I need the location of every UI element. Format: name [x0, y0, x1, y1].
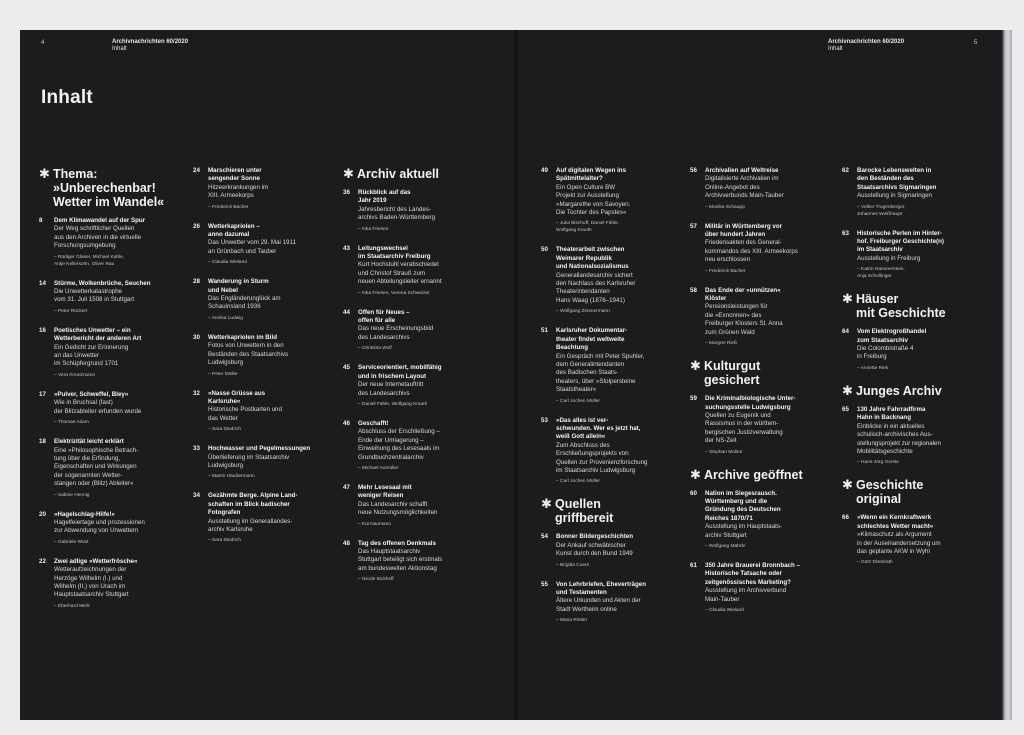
entry-author: – Wolfgang Zimmermann: [556, 309, 610, 315]
entry-title: Militär in Württemberg vor über hundert Jahren: [705, 222, 783, 239]
entry-body: [705, 395, 820, 455]
entry-title: Wetterkapriolen im Bild: [208, 333, 277, 341]
entry-title: Historische Perlen im Hinter- hof. Freiburger Geschichte(n) im Staatsarchiv: [857, 229, 944, 254]
entry-title: Elektrizität leicht erklärt: [54, 438, 124, 446]
entry-title: Nation im Siegesrausch. Württemberg und die Gründung des Deutschen Reiches 1870/71: [705, 489, 781, 522]
toc-entry[interactable]: [541, 417, 671, 486]
entry-title: Vom Elektrogroßhandel zum Staatsarchiv: [857, 328, 927, 344]
entry-author: – Peter Müller: [208, 371, 238, 377]
entry-body: [705, 223, 820, 275]
entry-author: – Annette Riek: [857, 365, 889, 371]
section-heading: [541, 497, 671, 525]
entry-description: Hagelfeiertage und prozessionen zur Abwendung von Unwettern: [54, 518, 145, 535]
toc-entry[interactable]: [541, 246, 671, 315]
toc-entry[interactable]: [343, 309, 473, 353]
section-title: Archive geöffnet: [704, 467, 803, 482]
entry-author: – Rüdiger Glaser, Michael Kahle, Antje Kellersohn, Oliver Rau: [54, 254, 125, 267]
entry-author: – Julia Bischoff, Daniel Fähle, Wolfgang Krauth: [556, 221, 620, 234]
entry-author: – Brigitta Coers: [556, 562, 590, 568]
section-title: Thema: »Unberechenbar! Wetter im Wandel«: [53, 167, 165, 209]
entry-description: Ein Gedicht zur Erinnerung an das Unwetter im Schüpfergrund 1701: [54, 343, 129, 368]
toc-column-2: [193, 167, 323, 556]
toc-column-5: [690, 167, 820, 626]
entry-author: – Thomas Adam: [54, 420, 89, 426]
entry-description: Jahresbericht des Landes- archivs Baden-Württemberg: [358, 205, 436, 222]
section-title: Kulturgut gesichert: [704, 359, 761, 388]
entry-title: Auf digitalen Wegen ins Spätmittelalter?: [556, 167, 627, 183]
entry-page-number: 26: [193, 222, 200, 230]
entry-page-number: 60: [690, 489, 697, 497]
entry-description: Der neue Internetauftritt des Landesarchivs: [358, 381, 424, 397]
entry-body: [358, 364, 473, 408]
entry-author: – Martin Häußermann: [208, 474, 255, 480]
entry-page-number: 53: [541, 416, 548, 424]
entry-body: [358, 484, 473, 528]
entry-page-number: 55: [541, 580, 548, 588]
entry-body: [54, 511, 169, 546]
entry-description: Ausstellung in Freiburg: [857, 254, 921, 262]
entry-body: [857, 230, 968, 281]
magazine-spread: [20, 30, 1012, 720]
entry-title: Gezähmte Berge. Alpine Land- schaften im Blick badischer Fotografen: [208, 492, 298, 517]
entry-title: Das Ende der »unnützen« Klöster: [705, 286, 781, 303]
toc-entry[interactable]: [39, 438, 169, 498]
toc-column-1: [39, 167, 169, 622]
entry-title: Die Kriminalbiologische Unter- suchungsstelle Ludwigsburg: [705, 395, 796, 411]
entry-description: Friedensakten des General- kommandos des XIII. Armeekorps neu erschlossen: [705, 239, 798, 264]
entry-page-number: 20: [39, 510, 46, 518]
entry-author: – Maria Rösler: [556, 618, 588, 624]
entry-page-number: 51: [541, 327, 548, 335]
entry-body: [358, 309, 473, 353]
entry-body: [857, 328, 968, 372]
entry-body: [54, 438, 169, 498]
entry-author: – Volker Trugenberger, Johannes Weißhaupt: [857, 204, 906, 217]
entry-author: – Wolfgang Mährle: [705, 543, 746, 549]
entry-page-number: 65: [842, 405, 849, 413]
entry-description: Kurt Hochstuhl verabschiedet und Christof Strauß zum neuen Abteilungsleiter ernannt: [358, 261, 442, 286]
asterisk-icon: ✱: [690, 466, 701, 482]
entry-page-number: 24: [193, 167, 200, 174]
entry-page-number: 44: [343, 308, 350, 316]
entry-description: Ein Gespräch mit Peter Spuhler, dem Generalintendanten des Badischen Staats- theaters, über »Stolpersteine Staatstheater«: [556, 352, 645, 394]
entry-author: – Nicole Bickhoff: [358, 577, 394, 583]
entry-body: [358, 420, 473, 472]
entry-author: – Sabine Hennig: [54, 492, 90, 498]
toc-entry[interactable]: [343, 420, 473, 472]
entry-body: [556, 533, 671, 568]
entry-author: – Peter Rückert: [54, 308, 88, 314]
toc-entry[interactable]: [39, 511, 169, 546]
entry-page-number: 17: [39, 390, 46, 398]
entry-description: Das Engländerunglück am Schauinsland 1936: [208, 295, 281, 311]
section-heading: [842, 292, 968, 320]
toc-entry[interactable]: [690, 223, 820, 275]
entry-author: – Stephan Molitor: [705, 449, 743, 455]
asterisk-icon: ✱: [842, 477, 853, 493]
section-title: Junges Archiv: [856, 383, 942, 398]
toc-entry[interactable]: [193, 492, 323, 544]
entry-page-number: 54: [541, 533, 548, 541]
entry-author: – Sara Diedrich: [208, 427, 242, 433]
toc-entry[interactable]: [193, 278, 323, 322]
toc-entry[interactable]: [39, 327, 169, 379]
toc-column-3: [343, 167, 473, 595]
entry-author: – Kai Naumann: [358, 521, 392, 527]
entry-description: Ältere Urkunden und Akten der Stadt Wertheim online: [556, 597, 641, 613]
entry-author: – Carl Jochen Müller: [556, 479, 600, 485]
entry-body: [857, 167, 968, 218]
entry-page-number: 59: [690, 395, 697, 403]
section-heading: [39, 167, 169, 209]
section-title: Quellen griffbereit: [555, 497, 614, 526]
toc-entry[interactable]: [690, 395, 820, 455]
toc-entry[interactable]: [343, 364, 473, 408]
entry-author: – Frederick Bacher: [705, 268, 746, 274]
entry-description: Wie in Bruchsal (fast) der Blitzableiter erfunden wurde: [54, 399, 142, 415]
entry-body: [705, 287, 820, 347]
entry-page-number: 30: [193, 333, 200, 341]
entry-description: Fotos von Unwettern in den Beständen des Staatsarchivs Ludwigsburg: [208, 342, 289, 367]
entry-description: Die Unwetterkatastrophe vom 31. Juli 1508 in Stuttgart: [54, 288, 135, 304]
entry-body: [705, 167, 820, 211]
entry-author: – Daniel Fähle, Wolfgang Krauth: [358, 401, 428, 407]
toc-entry[interactable]: [541, 327, 671, 404]
toc-entry[interactable]: [690, 167, 820, 211]
entry-body: [358, 189, 473, 233]
entry-description: Das Unwetter vom 29. Mai 1911 an Grünbach und Tauber: [208, 239, 296, 255]
entry-author: – Eberhard Merk: [54, 603, 90, 609]
asterisk-icon: ✱: [842, 291, 853, 307]
entry-title: Barocke Lebenswelten in den Beständen des Staatsarchivs Sigmaringen: [857, 167, 937, 191]
toc-entry[interactable]: [842, 328, 968, 372]
section-heading: [842, 384, 968, 398]
entry-author: – Michael Aumüller: [358, 465, 399, 471]
entry-page-number: 18: [39, 438, 46, 446]
entry-title: »Nasse Grüsse aus Karlsruhe«: [208, 389, 266, 405]
toc-entry[interactable]: [193, 167, 323, 211]
entry-page-number: 36: [343, 189, 350, 196]
section-label: Inhalt: [828, 46, 843, 52]
entry-description: Pensionsleistungen für die »Exnonnen« des Freiburger Klosters St. Anna zum Grünen Wald: [705, 303, 783, 336]
toc-entry[interactable]: [39, 558, 169, 610]
entry-body: [54, 280, 169, 315]
toc-entry[interactable]: [541, 533, 671, 568]
entry-title: Dem Klimawandel auf der Spur: [54, 217, 146, 224]
entry-description: Einblicke in ein aktuelles schulisch-archivisches Aus- stellungsprojekt zur regionalen Mobilitätsgeschichte: [857, 422, 941, 455]
entry-author: – Götz Distelrath: [857, 560, 893, 566]
toc-entry[interactable]: [39, 217, 169, 268]
entry-page-number: 43: [343, 244, 350, 252]
entry-page-number: 34: [193, 492, 200, 500]
entry-page-number: 62: [842, 167, 849, 174]
entry-author: – Sara Diedrich: [208, 538, 242, 544]
toc-column-4: [541, 167, 671, 636]
entry-page-number: 48: [343, 539, 350, 547]
entry-page-number: 57: [690, 222, 697, 230]
entry-title: Hochwasser und Pegelmessungen: [208, 445, 311, 453]
entry-page-number: 22: [39, 557, 46, 565]
toc-entry[interactable]: [541, 581, 671, 625]
entry-body: [208, 445, 323, 480]
entry-page-number: 14: [39, 279, 46, 287]
entry-title: Geschafft!: [358, 419, 389, 427]
entry-page-number: 28: [193, 278, 200, 286]
running-header-right: [828, 39, 904, 53]
running-header-left: [112, 39, 188, 53]
entry-author: – Inka Friesen, Verena Schweizer: [358, 290, 430, 296]
publication-title: Archivnachrichten 60/2020: [112, 39, 189, 45]
entry-author: – Christina Wolf: [358, 346, 392, 352]
entry-page-number: 16: [39, 326, 46, 334]
entry-body: [208, 167, 323, 211]
entry-description: Ausstellung im Archivverbund Main-Tauber: [705, 587, 787, 603]
entry-page-number: 45: [343, 364, 350, 372]
entry-description: Abschluss der Erschließung – Ende der Umlagerung – Einweihung des Lesesaals im Grundbuchzentralarchiv: [358, 428, 440, 461]
entry-body: [556, 417, 671, 486]
entry-body: [54, 217, 169, 268]
right-page: [516, 30, 1012, 720]
entry-description: Generallandesarchiv sichert den Nachlass des Karlsruher Theaterintendanten Hans Waag (1876–1941): [556, 271, 636, 304]
toc-entry[interactable]: [193, 445, 323, 480]
entry-author: – Vera Kreutzmann: [54, 372, 96, 378]
entry-title: Archivalien auf Weltreise: [705, 167, 779, 174]
entry-description: Das Hauptstaatsarchiv Stuttgart beteiligt sich erstmals am bundesweiten Aktionstag: [358, 547, 443, 572]
toc-entry[interactable]: [690, 287, 820, 347]
entry-description: Historische Postkarten und das Wetter: [208, 406, 282, 422]
entry-title: Serviceorientiert, mobilfähig und in frischem Layout: [358, 364, 442, 380]
entry-description: Der Ankauf schwäbischer Kunst durch den Bund 1949: [556, 541, 633, 558]
entry-description: Ausstellung in Sigmaringen: [857, 192, 932, 200]
page-number-right: 5: [974, 40, 978, 46]
entry-description: Ausstellung im Hauptstaats- archiv Stuttgart: [705, 523, 783, 539]
page-number-left: 4: [41, 40, 45, 46]
entry-body: [556, 167, 671, 234]
entry-page-number: 66: [842, 514, 849, 522]
entry-title: Wanderung in Sturm und Nebel: [208, 278, 269, 294]
toc-entry[interactable]: [842, 514, 968, 566]
entry-description: Die Colombistraße 4 in Freiburg: [857, 345, 914, 361]
entry-page-number: 49: [541, 167, 548, 174]
entry-page-number: 56: [690, 167, 697, 174]
entry-author: – Margret Rieß: [705, 341, 737, 347]
entry-page-number: 32: [193, 389, 200, 397]
toc-entry[interactable]: [343, 484, 473, 528]
entry-description: Digitalisierte Archivalien im Online-Angebot des Archivverbunds Main-Tauber: [705, 175, 784, 200]
entry-body: [358, 245, 473, 297]
entry-author: – Annika Ludwig: [208, 315, 243, 321]
entry-title: Von Lehrbriefen, Eheverträgen und Testamenten: [556, 580, 646, 596]
entry-description: Wetteraufzeichnungen der Herzöge Wilhelm (I.) und Wilhelm (II.) von Urach im Hauptstaatsarchiv Stuttgart: [54, 566, 129, 599]
toc-entry[interactable]: [842, 406, 968, 466]
entry-description: Hitzeerkrankungen im XIII. Armeekorps: [208, 183, 269, 200]
entry-author: – Katrin Hammerstein, Anja Schellinger: [857, 267, 905, 280]
asterisk-icon: ✱: [39, 166, 50, 181]
entry-title: 350 Jahre Brauerei Bronnbach – Historische Tatsache oder zeitgenössisches Marketing?: [705, 561, 800, 586]
entry-body: [54, 391, 169, 426]
section-heading: [842, 478, 968, 506]
toc-entry[interactable]: [343, 540, 473, 584]
entry-title: »Das alles ist ver- schwunden. Wer es jetzt hat, weiß Gott allein«: [556, 416, 641, 441]
entry-title: Theaterarbeit zwischen Weimarer Republik und Nationalsozialismus: [556, 246, 629, 271]
entry-body: [556, 327, 671, 404]
entry-page-number: 8: [39, 217, 43, 224]
toc-entry[interactable]: [842, 167, 968, 218]
entry-description: Ein Open Culture BW Projekt zur Ausstellung »Margarethe von Savoyen: Die Tochter des Papstes«: [556, 183, 631, 217]
entry-author: – Carl Jochen Müller: [556, 398, 600, 404]
entry-page-number: 46: [343, 419, 350, 427]
entry-page-number: 61: [690, 561, 697, 569]
entry-author: – Gabriele Wüst: [54, 539, 89, 545]
entry-author: – Monika Schaupp: [705, 204, 745, 210]
entry-body: [208, 223, 323, 267]
entry-author: – Claudia Wieland: [705, 608, 744, 613]
entry-title: Mehr Lesesaal mit weniger Reisen: [358, 483, 412, 500]
entry-body: [54, 558, 169, 610]
toc-entry[interactable]: [690, 490, 820, 550]
entry-body: [208, 492, 323, 544]
entry-description: Das Landesarchiv schafft neue Nutzungsmöglichkeiten: [358, 500, 438, 517]
entry-body: [358, 540, 473, 584]
toc-entry[interactable]: [842, 230, 968, 281]
toc-column-6: [842, 167, 968, 578]
entry-title: »Hagelschlag-Hilfe!«: [54, 510, 115, 518]
toc-entry[interactable]: [343, 189, 473, 233]
entry-title: Stürme, Wolkenbrüche, Seuchen: [54, 279, 151, 287]
entry-body: [208, 278, 323, 322]
asterisk-icon: ✱: [842, 382, 853, 398]
entry-page-number: 64: [842, 328, 849, 336]
entry-title: Rückblick auf das Jahr 2019: [358, 189, 411, 205]
entry-description: Das neue Erscheinungsbild des Landesarchivs: [358, 325, 434, 341]
entry-title: Bonner Bildergeschichten: [556, 533, 634, 541]
asterisk-icon: ✱: [541, 496, 552, 512]
entry-title: Marschieren unter sengender Sonne: [208, 167, 262, 183]
toc-entry[interactable]: [690, 562, 820, 614]
entry-body: [705, 490, 820, 550]
entry-body: [54, 327, 169, 379]
section-label: Inhalt: [112, 46, 127, 52]
entry-page-number: 58: [690, 286, 697, 294]
entry-title: Poetisches Unwetter – ein Wetterbericht der anderen Art: [54, 326, 142, 343]
section-heading: [690, 359, 820, 387]
entry-title: Leitungswechsel im Staatsarchiv Freiburg: [358, 244, 431, 261]
section-title: Archiv aktuell: [357, 167, 439, 181]
toc-entry[interactable]: [343, 245, 473, 297]
toc-entry[interactable]: [193, 390, 323, 434]
entry-description: Zum Abschluss des Erschließungsprojekts von Quellen zur Provenienzforschung im Staatsarchiv Ludwigsburg: [556, 441, 648, 474]
section-title: Geschichte original: [856, 478, 924, 507]
entry-page-number: 50: [541, 246, 548, 254]
page-edge-stack: [1002, 30, 1012, 720]
toc-entry[interactable]: [39, 280, 169, 315]
entry-author: – Claudia Wieland: [208, 260, 247, 266]
entry-body: [705, 562, 820, 614]
publication-title: Archivnachrichten 60/2020: [828, 39, 905, 45]
entry-author: – Inka Friesen: [358, 226, 389, 232]
entry-title: »Pulver, Schweffel, Bley«: [54, 390, 129, 398]
entry-title: 130 Jahre Fahrradfirma Hahn in Backnang: [857, 405, 926, 422]
entry-title: Zwei adlige »Wetterfrösche«: [54, 557, 138, 565]
entry-title: Wetterkapriolen – anno dazumal: [208, 222, 260, 239]
entry-title: Offen für Neues – offen für alle: [358, 308, 410, 325]
toc-entry[interactable]: [193, 223, 323, 267]
entry-description: Der Weg schriftlicher Quellen aus den Archiven in die virtuelle Forschungsumgebung: [54, 225, 142, 250]
left-page: [20, 30, 516, 720]
entry-title: Tag des offenen Denkmals: [358, 539, 436, 547]
entry-author: – Frederick Bacher: [208, 204, 249, 210]
entry-body: [857, 514, 968, 566]
toc-entry[interactable]: [39, 391, 169, 426]
entry-title: Karlsruher Dokumentar- theater findet weltweite Beachtung: [556, 327, 628, 352]
entry-description: Eine »Philosophische Betrach- tung über die Erfindung, Eigenschaften und Wirkungen der sogenannten Wetter- stangen oder (Blitz) Ableiter«: [54, 446, 139, 488]
section-heading: [690, 468, 820, 482]
section-title: Häuser mit Geschichte: [856, 292, 946, 321]
section-heading: [343, 167, 473, 181]
entry-body: [208, 390, 323, 434]
entry-author: – Hans-Jörg Gerste: [857, 460, 899, 466]
entry-page-number: 47: [343, 483, 350, 491]
asterisk-icon: ✱: [690, 358, 701, 374]
entry-body: [208, 334, 323, 378]
asterisk-icon: ✱: [343, 166, 354, 181]
entry-body: [556, 581, 671, 625]
entry-body: [556, 246, 671, 315]
entry-description: »Klimaschutz als Argument in der Auseinandersetzung um das geplante AKW in Wyhl: [857, 531, 941, 555]
entry-body: [857, 406, 968, 466]
entry-page-number: 63: [842, 229, 849, 237]
entry-title: »Wenn ein Kernkraftwerk schlechtes Wetter macht«: [857, 514, 934, 530]
entry-description: Quellen zu Eugenik und Rassismus in der württem- bergischen Justizverwaltung der NS-Zeit: [705, 411, 783, 445]
toc-entry[interactable]: [193, 334, 323, 378]
page-title: Inhalt: [41, 87, 93, 108]
entry-description: Ausstellung im Generallandes- archiv Karlsruhe: [208, 517, 293, 533]
entry-page-number: 33: [193, 445, 200, 453]
toc-entry[interactable]: [541, 167, 671, 234]
entry-description: Überlieferung im Staatsarchiv Ludwigsburg: [208, 453, 290, 469]
